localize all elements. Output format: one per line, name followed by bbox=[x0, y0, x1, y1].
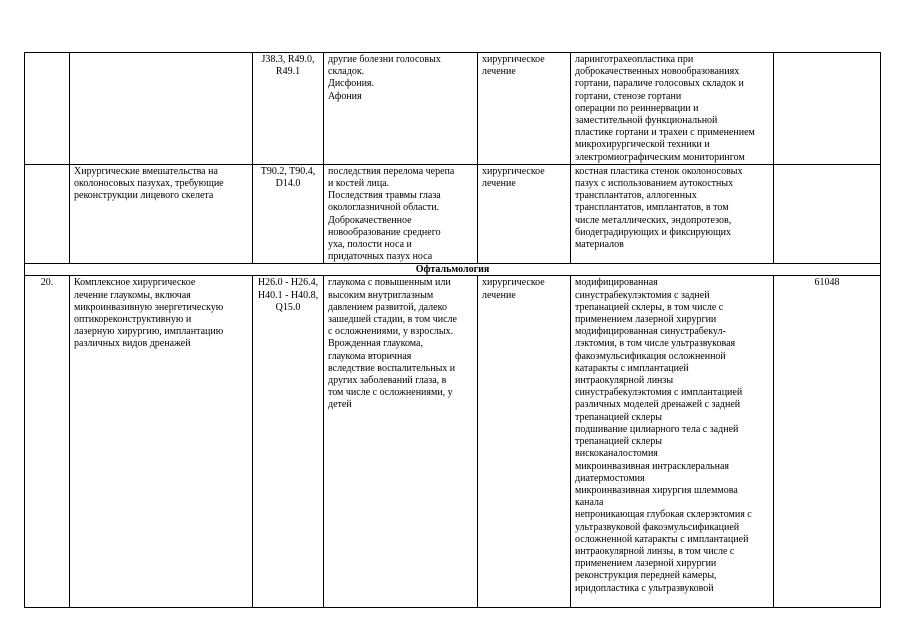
cell-text-line: глаукома с повышенным или bbox=[328, 277, 451, 289]
cell-text-line: применением лазерной хирургии bbox=[575, 314, 717, 326]
cell-text-line: микроинвазивную энергетическую bbox=[74, 301, 224, 313]
cell-text-line: костная пластика стенок околоносовых bbox=[575, 165, 743, 177]
cell-text-line: том числе с осложнениями, у bbox=[328, 387, 453, 399]
cell-text-line: различных моделей дренажей с задней bbox=[575, 399, 741, 411]
cell-text-line: R49.1 bbox=[275, 66, 301, 78]
treatment-method-cell bbox=[571, 164, 774, 264]
cell-text-line: катаракты с имплантацией bbox=[575, 362, 689, 374]
cell-text-line: иридопластика с ультразвуковой bbox=[575, 582, 714, 594]
cell-text-line: Дисфония. bbox=[328, 78, 375, 90]
cell-text-line: интраокулярной линзы, в том числе с bbox=[575, 545, 735, 557]
cell-text-line: оптикореконструктивную и bbox=[74, 314, 192, 326]
cell-text-line: вследствие воспалительных и bbox=[328, 362, 456, 374]
procedure-group-cell bbox=[70, 53, 253, 165]
cell-text-line: трансплантатов, имплантатов, в том bbox=[575, 202, 729, 214]
cell-text-line: подшивание цилиарного тела с задней bbox=[575, 423, 739, 435]
cell-text-line: глаукома вторичная bbox=[328, 350, 412, 362]
treatment-method-cell bbox=[571, 276, 774, 608]
cell-text-line: лечение bbox=[482, 178, 516, 190]
cell-text-line: различных видов дренажей bbox=[74, 338, 191, 350]
cell-text-line: D14.0 bbox=[275, 178, 301, 190]
cell-text-line: ультразвуковой факоэмульсификацией bbox=[575, 521, 740, 533]
cell-text-line: модифицированная синустрабекул- bbox=[575, 326, 726, 338]
cell-text-line: операции по реиннервации и bbox=[575, 102, 699, 114]
cell-text-line: микрохирургической техники и bbox=[575, 139, 710, 151]
row-number-cell bbox=[25, 164, 70, 264]
cell-text-line: трепанацией склеры bbox=[575, 436, 662, 448]
cell-text-line: складок. bbox=[328, 66, 365, 78]
cell-text-line: биодеградирующих и фиксирующих bbox=[575, 226, 732, 238]
cell-text-line: лечение bbox=[482, 289, 516, 301]
cell-text-line: Q15.0 bbox=[275, 301, 301, 313]
cell-text-line: лэктомия, в том числе ультразвуковая bbox=[575, 338, 736, 350]
cell-text-line: осложненной катаракты с имплантацией bbox=[575, 533, 749, 545]
table-row bbox=[25, 53, 881, 165]
cell-text-line: модифицированная bbox=[575, 277, 658, 289]
cell-text-line: ларинготрахеопластика при bbox=[575, 54, 694, 65]
cell-text-line: материалов bbox=[575, 239, 624, 251]
cell-text-line: гортани, стенозе гортани bbox=[575, 90, 682, 102]
cell-text-line: применением лазерной хирургии bbox=[575, 558, 717, 570]
cell-text-line: детей bbox=[328, 399, 352, 411]
cell-text-line: синустрабекулэктомия с задней bbox=[575, 289, 710, 301]
cell-text-line: доброкачественных новообразованиях bbox=[575, 66, 740, 78]
procedure-group-cell bbox=[70, 276, 253, 608]
treatment-method-cell bbox=[571, 53, 774, 165]
cell-text-line: хирургическое bbox=[482, 165, 545, 177]
cell-text-line: и костей лица. bbox=[328, 178, 390, 190]
cell-text-line: H26.0 - H26.4, bbox=[257, 277, 319, 289]
treatment-type-cell bbox=[478, 53, 571, 165]
cell-text-line: околоносовых пазухах, требующие bbox=[74, 178, 224, 190]
cell-text-line: лазерную хирургию, имплантацию bbox=[74, 326, 224, 338]
cell-text-line: J38.3, R49.0, bbox=[261, 54, 315, 65]
cost-cell bbox=[774, 53, 881, 165]
cost-cell: 61048 bbox=[774, 276, 881, 608]
patient-model-cell bbox=[324, 164, 478, 264]
table-row bbox=[25, 276, 881, 608]
procedure-group-cell bbox=[70, 164, 253, 264]
table-row bbox=[25, 164, 881, 264]
cell-text-line: Комплексное хирургическое bbox=[74, 277, 196, 289]
cell-text-line: с осложнениями, у взрослых. bbox=[328, 326, 454, 338]
section-heading: Офтальмология bbox=[25, 264, 881, 276]
cell-text-line: H40.1 - H40.8, bbox=[257, 289, 319, 301]
section-heading-row bbox=[25, 264, 881, 276]
cell-text-line: Хирургические вмешательства на bbox=[74, 165, 218, 177]
cell-text-line: хирургическое bbox=[482, 54, 545, 65]
cell-text-line: реконструкции лицевого скелета bbox=[74, 190, 214, 202]
cell-text-line: последствия перелома черепа bbox=[328, 165, 455, 177]
cell-text-line: высоким внутриглазным bbox=[328, 289, 434, 301]
cell-text-line: гортани, параличе голосовых складок и bbox=[575, 78, 744, 90]
cell-text-line: зашедшей стадии, в том числе bbox=[328, 314, 457, 326]
icd-codes-cell bbox=[253, 164, 324, 264]
cell-text-line: микроинвазивная интрасклеральная bbox=[575, 460, 730, 472]
patient-model-cell bbox=[324, 276, 478, 608]
cell-text-line: реконструкция передней камеры, bbox=[575, 570, 717, 582]
cell-text-line: вискоканалостомия bbox=[575, 448, 658, 460]
cell-text-line: давлением развитой, далеко bbox=[328, 301, 447, 313]
cell-text-line: микроинвазивная хирургия шлеммова bbox=[575, 484, 738, 496]
cell-text-line: Доброкачественное bbox=[328, 214, 412, 226]
cell-text-line: Афония bbox=[328, 90, 362, 102]
cell-text-line: пластике гортани и трахеи с применением bbox=[575, 127, 755, 139]
treatment-type-cell bbox=[478, 276, 571, 608]
document-page bbox=[24, 52, 880, 608]
cell-text-line: трепанацией склеры, в том числе с bbox=[575, 301, 724, 313]
treatment-type-cell bbox=[478, 164, 571, 264]
cell-text-line: канала bbox=[575, 497, 604, 509]
cost-cell bbox=[774, 164, 881, 264]
cell-text-line: синустрабекулэктомия с имплантацией bbox=[575, 387, 743, 399]
cell-text-line: уха, полости носа и bbox=[328, 239, 412, 251]
icd-codes-cell bbox=[253, 276, 324, 608]
cell-text-line: лечение глаукомы, включая bbox=[74, 289, 191, 301]
row-number-cell: 20. bbox=[25, 276, 70, 608]
cell-text-line: другие болезни голосовых bbox=[328, 54, 441, 65]
cell-text-line: диатермостомия bbox=[575, 472, 645, 484]
cell-text-line: окологлазничной области. bbox=[328, 202, 440, 214]
cell-text-line: T90.2, T90.4, bbox=[260, 165, 316, 177]
cell-text-line: хирургическое bbox=[482, 277, 545, 289]
cell-text-line: факоэмульсификация осложненной bbox=[575, 350, 726, 362]
cell-text-line: Последствия травмы глаза bbox=[328, 190, 441, 202]
cell-text-line: лечение bbox=[482, 66, 516, 78]
patient-model-cell bbox=[324, 53, 478, 165]
cell-text-line: пазух с использованием аутокостных bbox=[575, 178, 734, 190]
cell-text-line: новообразование среднего bbox=[328, 226, 441, 238]
cell-text-line: Врожденная глаукома, bbox=[328, 338, 423, 350]
cell-text-line: числе металлических, эндопротезов, bbox=[575, 214, 732, 226]
icd-codes-cell bbox=[253, 53, 324, 165]
cell-text-line: трансплантатов, аллогенных bbox=[575, 190, 697, 202]
cell-text-line: заместительной функциональной bbox=[575, 115, 718, 127]
procedures-table bbox=[24, 52, 881, 608]
cell-text-line: придаточных пазух носа bbox=[328, 251, 433, 263]
cell-text-line: непроникающая глубокая склерэктомия с bbox=[575, 509, 752, 521]
cell-text-line: интраокулярной линзы bbox=[575, 375, 674, 387]
cell-text-line: электромиографическим мониторингом bbox=[575, 151, 745, 163]
row-number-cell bbox=[25, 53, 70, 165]
cell-text-line: трепанацией склеры bbox=[575, 411, 662, 423]
cell-text-line: других заболеваний глаза, в bbox=[328, 375, 447, 387]
